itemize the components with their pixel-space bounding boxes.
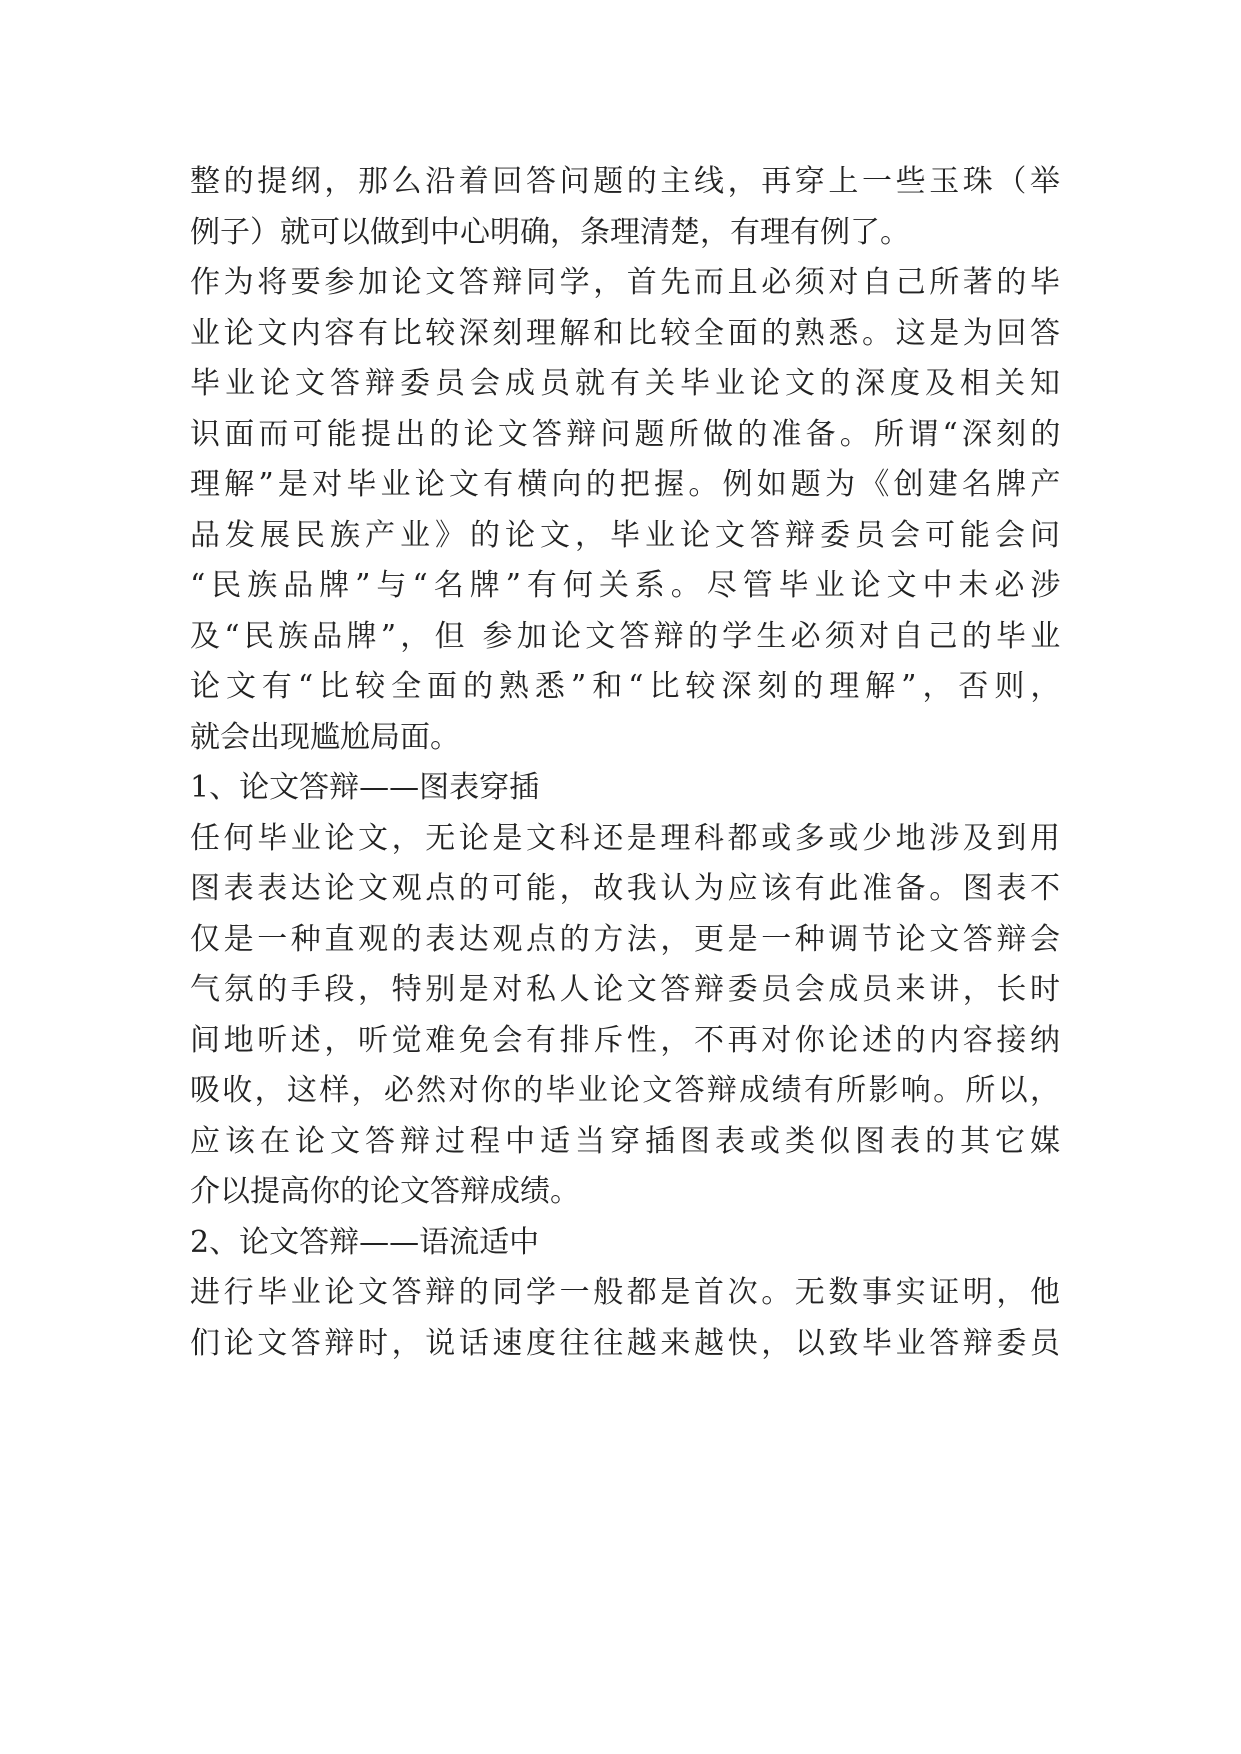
text-line: 例子）就可以做到中心明确，条理清楚，有理有例了。 [190, 214, 910, 250]
text-line: 作为将要参加论文答辩同学，首先而且必须对自己所著的毕 [190, 265, 1064, 300]
text-line: 1、论文答辩——图表穿插 [190, 770, 540, 805]
document-body [190, 157, 1067, 1369]
text-line: 就会出现尴尬局面。 [190, 719, 460, 755]
text-line: 毕业论文答辩委员会成员就有关毕业论文的深度及相关知 [190, 366, 1065, 401]
text-line: 图表表达论文观点的可能，故我认为应该有此准备。图表不 [190, 871, 1064, 906]
text-line: 间地听述，听觉难免会有排斥性，不再对你论述的内容接纳 [190, 1022, 1064, 1058]
text-line: 仅是一种直观的表达观点的方法，更是一种调节论文答辩会 [190, 921, 1064, 957]
text-line: 任何毕业论文，无论是文科还是理科都或多或少地涉及到用 [190, 820, 1064, 856]
text-line: 识面而可能提出的论文答辩问题所做的准备。所谓“深刻的 [190, 416, 1065, 452]
text-line: 品发展民族产业》的论文，毕业论文答辩委员会可能会问 [190, 517, 1065, 553]
text-line: 整的提纲，那么沿着回答问题的主线，再穿上一些玉珠（举 [190, 164, 1064, 199]
text-line: 理解”是对毕业论文有横向的把握。例如题为《创建名牌产 [190, 467, 1065, 502]
text-line: “民族品牌”与“名牌”有何关系。尽管毕业论文中未必涉 [190, 568, 1067, 603]
text-line: 应该在论文答辩过程中适当穿插图表或类似图表的其它媒 [190, 1123, 1065, 1159]
text-line: 介以提高你的论文答辩成绩。 [190, 1174, 580, 1209]
text-line: 2、论文答辩——语流适中 [190, 1224, 540, 1260]
text-line: 论文有“比较全面的熟悉”和“比较深刻的理解”，否则， [190, 669, 1067, 704]
text-line: 们论文答辩时，说话速度往往越来越快，以致毕业答辩委员 [190, 1325, 1064, 1361]
text-line: 及“民族品牌”，但 参加论文答辩的学生必须对自己的毕业 [190, 618, 1065, 654]
text-line: 吸收，这样，必然对你的毕业论文答辩成绩有所影响。所以， [190, 1073, 1063, 1108]
text-line: 进行毕业论文答辩的同学一般都是首次。无数事实证明，他 [190, 1275, 1064, 1310]
text-line: 业论文内容有比较深刻理解和比较全面的熟悉。这是为回答 [190, 315, 1064, 351]
text-line: 气氛的手段，特别是对私人论文答辩委员会成员来讲，长时 [190, 972, 1064, 1007]
